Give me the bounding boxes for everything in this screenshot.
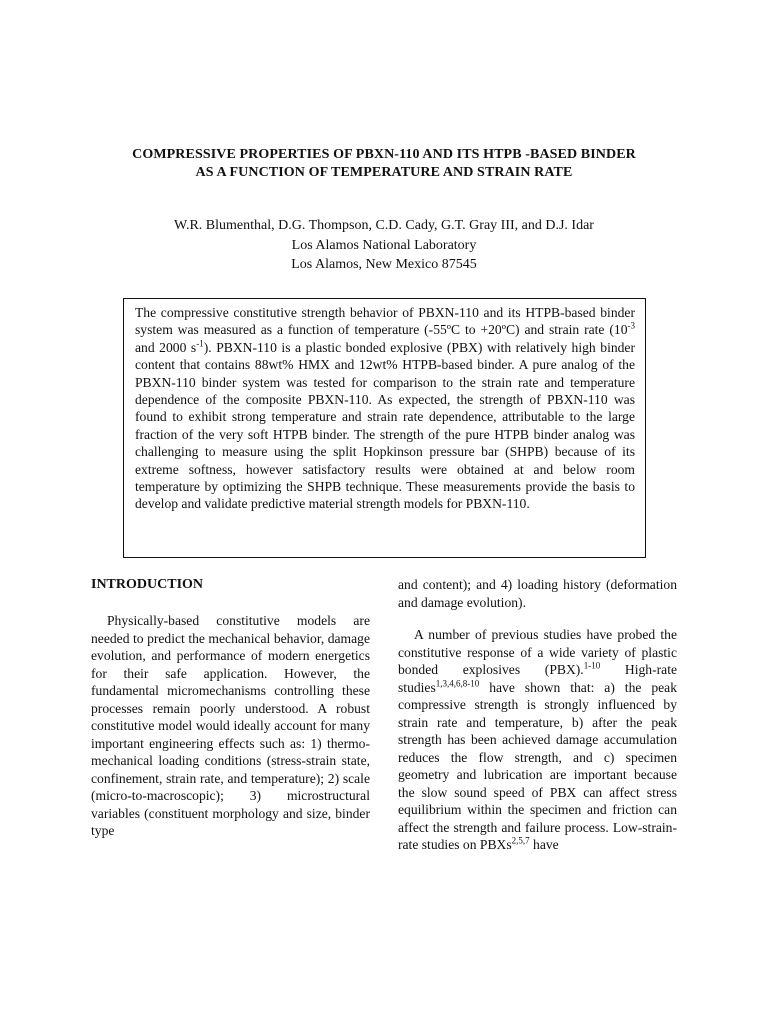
intro-text-part: High-rate studies: [398, 662, 678, 695]
title-line-1: COMPRESSIVE PROPERTIES OF PBXN-110 AND ITS HTPB -BASED BINDER: [132, 147, 636, 162]
abstract-superscript: -3: [627, 320, 635, 331]
abstract-text-part: The compressive constitutive strength behavior of PBXN-110 and its HTPB-based binder system was measured as a function of temperature (-55ºC to +20ºC) and strain rate (10: [135, 305, 635, 338]
intro-text-part: A number of previous studies have probed the constitutive response of a wide variety of plastic bonded explosives (PBX).: [398, 627, 677, 677]
citation-superscript: 1-10: [583, 660, 601, 671]
intro-text-part: have: [529, 837, 559, 852]
intro-text-part: have shown that: a) the peak compressive strength is strongly influenced by strain rate and temperature, b) after the peak strength has been achieved damage accumulation reduces the flow strength, and c) specimen geometry and lubrication are important because the slow sound speed of PBX can affect stress equilibrium within the specimen and friction can affect the strength and failure process. Low-strain-rate studies on PBXs: [398, 679, 677, 852]
section-heading-introduction: INTRODUCTION: [91, 577, 204, 592]
author-address: Los Alamos, New Mexico 87545: [291, 257, 477, 272]
intro-paragraph-1-continued: and content); and 4) loading history (deformation and damage evolution).: [398, 577, 677, 610]
author-block: [60, 216, 708, 275]
intro-paragraph-1: Physically-based constitutive models are needed to predict the mechanical behavior, damage evolution, and performance of modern energetics for their safe application. However, the fundamental micromechanisms controlling these processes remain poorly understood. A robust constitutive model would ideally account for many important engineering effects such as: 1) thermo-mechanical loading conditions (stress-strain state, confinement, strain rate, and temperature); 2) scale (micro-to-macroscopic); 3) microstructural variables (constituent morphology and size, binder type: [91, 613, 370, 838]
author-affiliation: Los Alamos National Laboratory: [291, 237, 477, 253]
citation-superscript: 2,5,7: [511, 835, 530, 846]
title-line-2: AS A FUNCTION OF TEMPERATURE AND STRAIN RATE: [195, 165, 573, 180]
abstract-box: [123, 298, 646, 558]
citation-superscript: 1,3,4,6,8-10: [435, 677, 480, 688]
abstract-superscript: -1: [196, 338, 204, 349]
abstract-text: [135, 304, 635, 513]
right-column: [398, 576, 677, 854]
abstract-text-part: and 2000 s: [135, 339, 197, 355]
intro-paragraph-2: [398, 626, 677, 854]
left-column: [91, 576, 370, 840]
paper-title: [60, 146, 708, 182]
author-names: W.R. Blumenthal, D.G. Thompson, C.D. Cady, G.T. Gray III, and D.J. Idar: [174, 218, 594, 233]
abstract-text-part: ). PBXN-110 is a plastic bonded explosive (PBX) with relatively high binder content that contains 88wt% HMX and 12wt% HTPB-based binder. A pure analog of the PBXN-110 binder system was tested for comparison to the strain rate and temperature dependence of the composite PBXN-110. As expected, the strength of PBXN-110 was found to exhibit strong temperature and strain rate dependence, attributable to the large fraction of the very soft HTPB binder. The strength of the pure HTPB binder analog was challenging to measure using the split Hopkinson pressure bar (SHPB) because of its extreme softness, however satisfactory results were obtained at and below room temperature by optimizing the SHPB technique. These measurements provide the basis to develop and validate predictive material strength models for PBXN-110.: [135, 339, 635, 512]
